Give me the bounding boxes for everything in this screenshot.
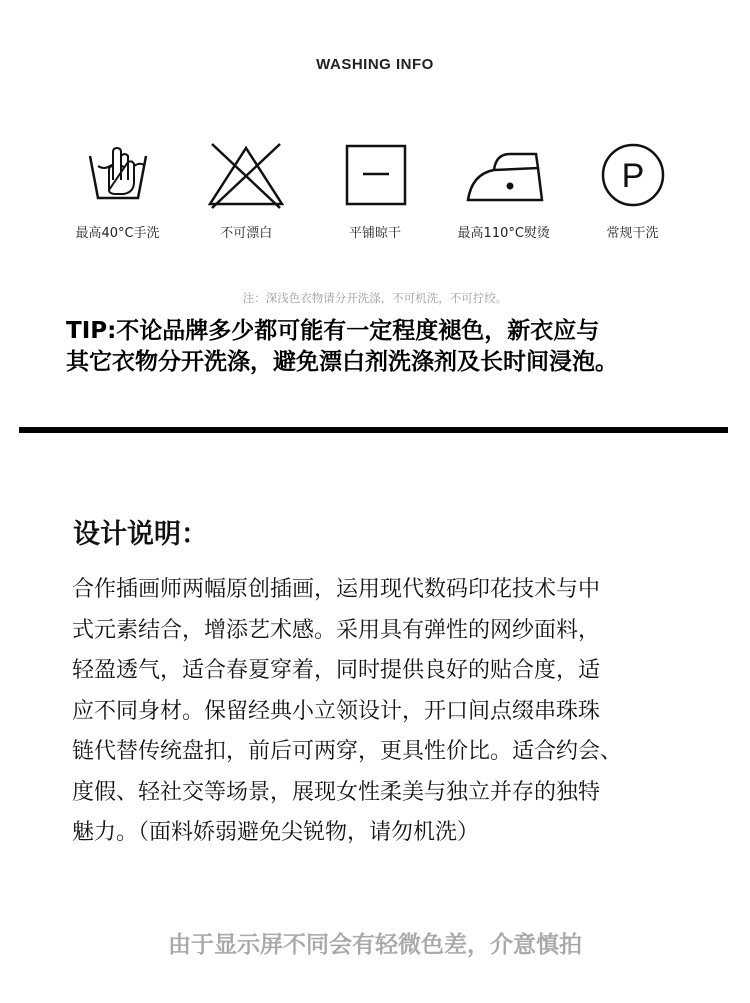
- care-item-hand-wash: [55, 140, 180, 250]
- care-label-iron: 最高110°C熨烫: [457, 226, 550, 241]
- care-item-no-bleach: [184, 140, 309, 250]
- care-label-no-bleach: 不可漂白: [220, 226, 273, 241]
- dry-flat-icon: [335, 140, 415, 210]
- dry-clean-letter: P: [621, 157, 644, 195]
- tip-text: TIP:不论品牌多少都可能有一定程度褪色，新衣应与 其它衣物分开洗涤，避免漂白剂洗涤剂及长时间浸泡。: [66, 318, 618, 375]
- washing-info-title: WASHING INFO: [316, 56, 434, 73]
- wash-40-hand-icon: [78, 140, 158, 210]
- care-label-hand-wash: 最高40°C手洗: [75, 226, 160, 241]
- care-label-dry-clean: 常规干洗: [606, 226, 659, 241]
- washing-note: 注：深浅色衣物请分开洗涤，不可机洗，不可拧绞。: [242, 291, 508, 305]
- no-bleach-icon: [206, 140, 286, 210]
- design-description: 合作插画师两幅原创插画，运用现代数码印花技术与中 式元素结合，增添艺术感。采用具有弹性的网纱面料， 轻盈透气，适合春夏穿着，同时提供良好的贴合度，适 应不同身材。保留经典小立领设计，开口间点缀串珠珠 链代替传统盘扣，前后可两穿，更具性价比。适合约会、 度假、轻社交等场景，展现女性柔美与独立并存的独特 魅力。（面料娇弱避免尖锐物，请勿机洗）: [72, 577, 623, 845]
- color-difference-disclaimer: 由于显示屏不同会有轻微色差，介意慎拍: [168, 932, 582, 958]
- care-item-dry-clean: [570, 140, 695, 250]
- care-icons-row: [55, 140, 695, 250]
- section-divider: [19, 427, 728, 433]
- care-item-dry-flat: [313, 140, 438, 250]
- iron-110-icon: [464, 140, 544, 210]
- design-heading: 设计说明：: [73, 519, 208, 550]
- care-item-iron: [441, 140, 566, 250]
- care-label-dry-flat: 平铺晾干: [348, 226, 401, 241]
- dry-clean-p-icon: [593, 140, 673, 210]
